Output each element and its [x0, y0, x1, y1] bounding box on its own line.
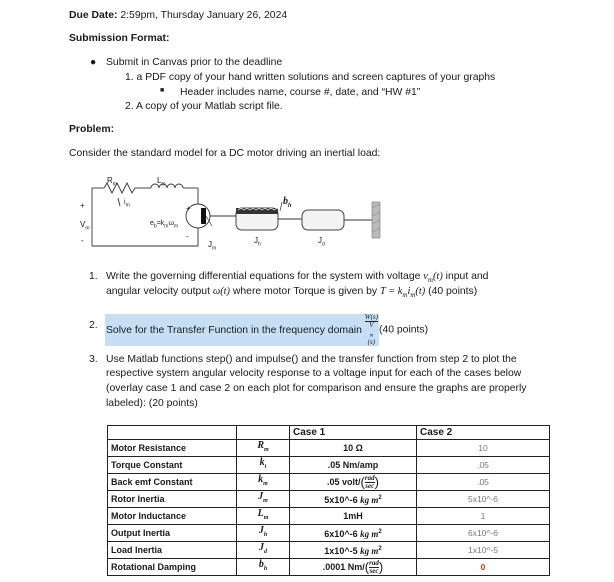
label-jh: $J_h$ [254, 236, 261, 248]
submission-item-1: 1. a PDF copy of your hand written solutions and screen captures of your graphs [125, 72, 496, 83]
label-minus-right: - [186, 232, 189, 241]
damping-bh-arrow [280, 202, 282, 211]
label-jm: $J_m$ [208, 240, 217, 252]
submission-bullet: Submit in Canvas prior to the deadline [106, 57, 283, 68]
param-name: Rotor Inertia [108, 491, 237, 508]
submission-item-2: 2. A copy of your Matlab script file. [125, 101, 283, 112]
label-plus-right: + [186, 204, 191, 213]
case2-value: 0 [417, 559, 550, 576]
inductor-lm [151, 184, 183, 188]
param-symbol: $k_t$ [237, 457, 290, 474]
due-date-line [69, 10, 287, 21]
q2-highlight: Solve for the Transfer Function in the frequency domain W(s) V $_m$ (s) [106, 313, 378, 347]
label-bh: $b_h$ [283, 196, 292, 209]
output-inertia-jh [236, 208, 280, 230]
sub-bullet-marker: ■ [160, 87, 165, 94]
q1-number: 1. [89, 271, 98, 282]
q1-line1: Write the governing differential equations for the system with voltage $v_m(t)$ input and [106, 271, 489, 285]
param-symbol: $J_d$ [237, 542, 290, 559]
q2-number: 2. [89, 320, 98, 331]
load-inertia-jd [302, 210, 344, 230]
case1-value: 1mH [290, 508, 417, 525]
param-symbol: $J_h$ [237, 525, 290, 542]
case2-value: 6x10^-6 [417, 525, 550, 542]
table-row [108, 525, 550, 542]
label-vm: $V_m$ [80, 220, 90, 232]
param-symbol: $L_m$ [237, 508, 290, 525]
submission-sub-bullet: Header includes name, course #, date, and “HW #1” [180, 87, 421, 98]
table-row [108, 440, 550, 457]
table-row [108, 491, 550, 508]
param-symbol: $b_h$ [237, 559, 290, 576]
submission-heading: Submission Format: [69, 33, 170, 44]
q1-line2: angular velocity output ω(t) where motor Torque is given by $T = k_mi_m(t)$ (40 points) [106, 286, 478, 300]
q2-transfer-fraction: W(s) V $_m$ (s) [364, 313, 378, 347]
table-row [108, 474, 550, 491]
header-case-1: Case 1 [290, 426, 417, 440]
case2-value: 1 [417, 508, 550, 525]
param-symbol: $J_m$ [237, 491, 290, 508]
param-name: Output Inertia [108, 525, 237, 542]
parameters-table [107, 425, 550, 576]
dc-motor-diagram [70, 170, 400, 260]
case2-value: .05 [417, 474, 550, 491]
problem-intro: Consider the standard model for a DC motor driving an inertial load: [69, 148, 381, 159]
case2-value: 5x10^-6 [417, 491, 550, 508]
case1-value: 1x10^-5 kg $m^2$ [290, 542, 417, 559]
table-header-row [108, 426, 550, 440]
case1-value: .0001 Nm/( $\frac{\text{rad}}{\sec}$ ) [290, 559, 417, 576]
case1-value: .05 Nm/amp [290, 457, 417, 474]
q2-line: Solve for the Transfer Function in the frequency domain W(s) V $_m$ (s) (40 points) [106, 313, 429, 347]
header-case-2: Case 2 [417, 426, 550, 440]
param-symbol: $R_m$ [237, 440, 290, 457]
case1-value: 6x10^-6 kg $m^2$ [290, 525, 417, 542]
table-row [108, 542, 550, 559]
param-symbol: $k_m$ [237, 474, 290, 491]
label-back-emf: $e_b=k_m\omega_m$ [150, 220, 179, 230]
ground-wall [372, 202, 380, 238]
q3-line2: respective system angular velocity response to a voltage input for each of the cases below [106, 368, 522, 379]
label-jd: $J_d$ [318, 236, 325, 248]
case2-value: 1x10^-5 [417, 542, 550, 559]
param-name: Rotational Damping [108, 559, 237, 576]
param-name: Motor Resistance [108, 440, 237, 457]
bullet-dot: ● [90, 57, 97, 68]
header-blank-sym [237, 426, 290, 440]
q3-line4: labeled): (20 points) [106, 398, 198, 409]
table-row [108, 457, 550, 474]
due-date-label: Due Date: [69, 10, 118, 21]
q3-line1: Use Matlab functions step() and impulse() and the transfer function from step 2 to plot the [106, 354, 517, 365]
case1-value: 10 Ω [290, 440, 417, 457]
param-name: Back emf Constant [108, 474, 237, 491]
label-lm: $L_m$ [157, 176, 166, 188]
param-name: Motor Inductance [108, 508, 237, 525]
circuit-wires [92, 183, 210, 246]
label-minus-left: - [81, 236, 84, 245]
label-rm: $R_m$ [107, 176, 117, 188]
q3-line3: (overlay case 1 and case 2 on each plot for comparison and ensure the graphs are properly [106, 383, 527, 394]
param-name: Load Inertia [108, 542, 237, 559]
case1-value: 5x10^-6 kg $m^2$ [290, 491, 417, 508]
label-im: $i_m$ [124, 199, 130, 209]
table-row [108, 559, 550, 576]
case2-value: .05 [417, 457, 550, 474]
q3-number: 3. [89, 354, 98, 365]
due-date-value: 2:59pm, Thursday January 26, 2024 [117, 10, 288, 21]
param-name: Torque Constant [108, 457, 237, 474]
problem-heading: Problem: [69, 124, 115, 135]
label-plus-left: + [80, 201, 85, 210]
case1-value: .05 volt/( $\frac{\text{rad}}{\sec}$ ) [290, 474, 417, 491]
header-blank [108, 426, 237, 440]
table-row [108, 508, 550, 525]
case2-value: 10 [417, 440, 550, 457]
